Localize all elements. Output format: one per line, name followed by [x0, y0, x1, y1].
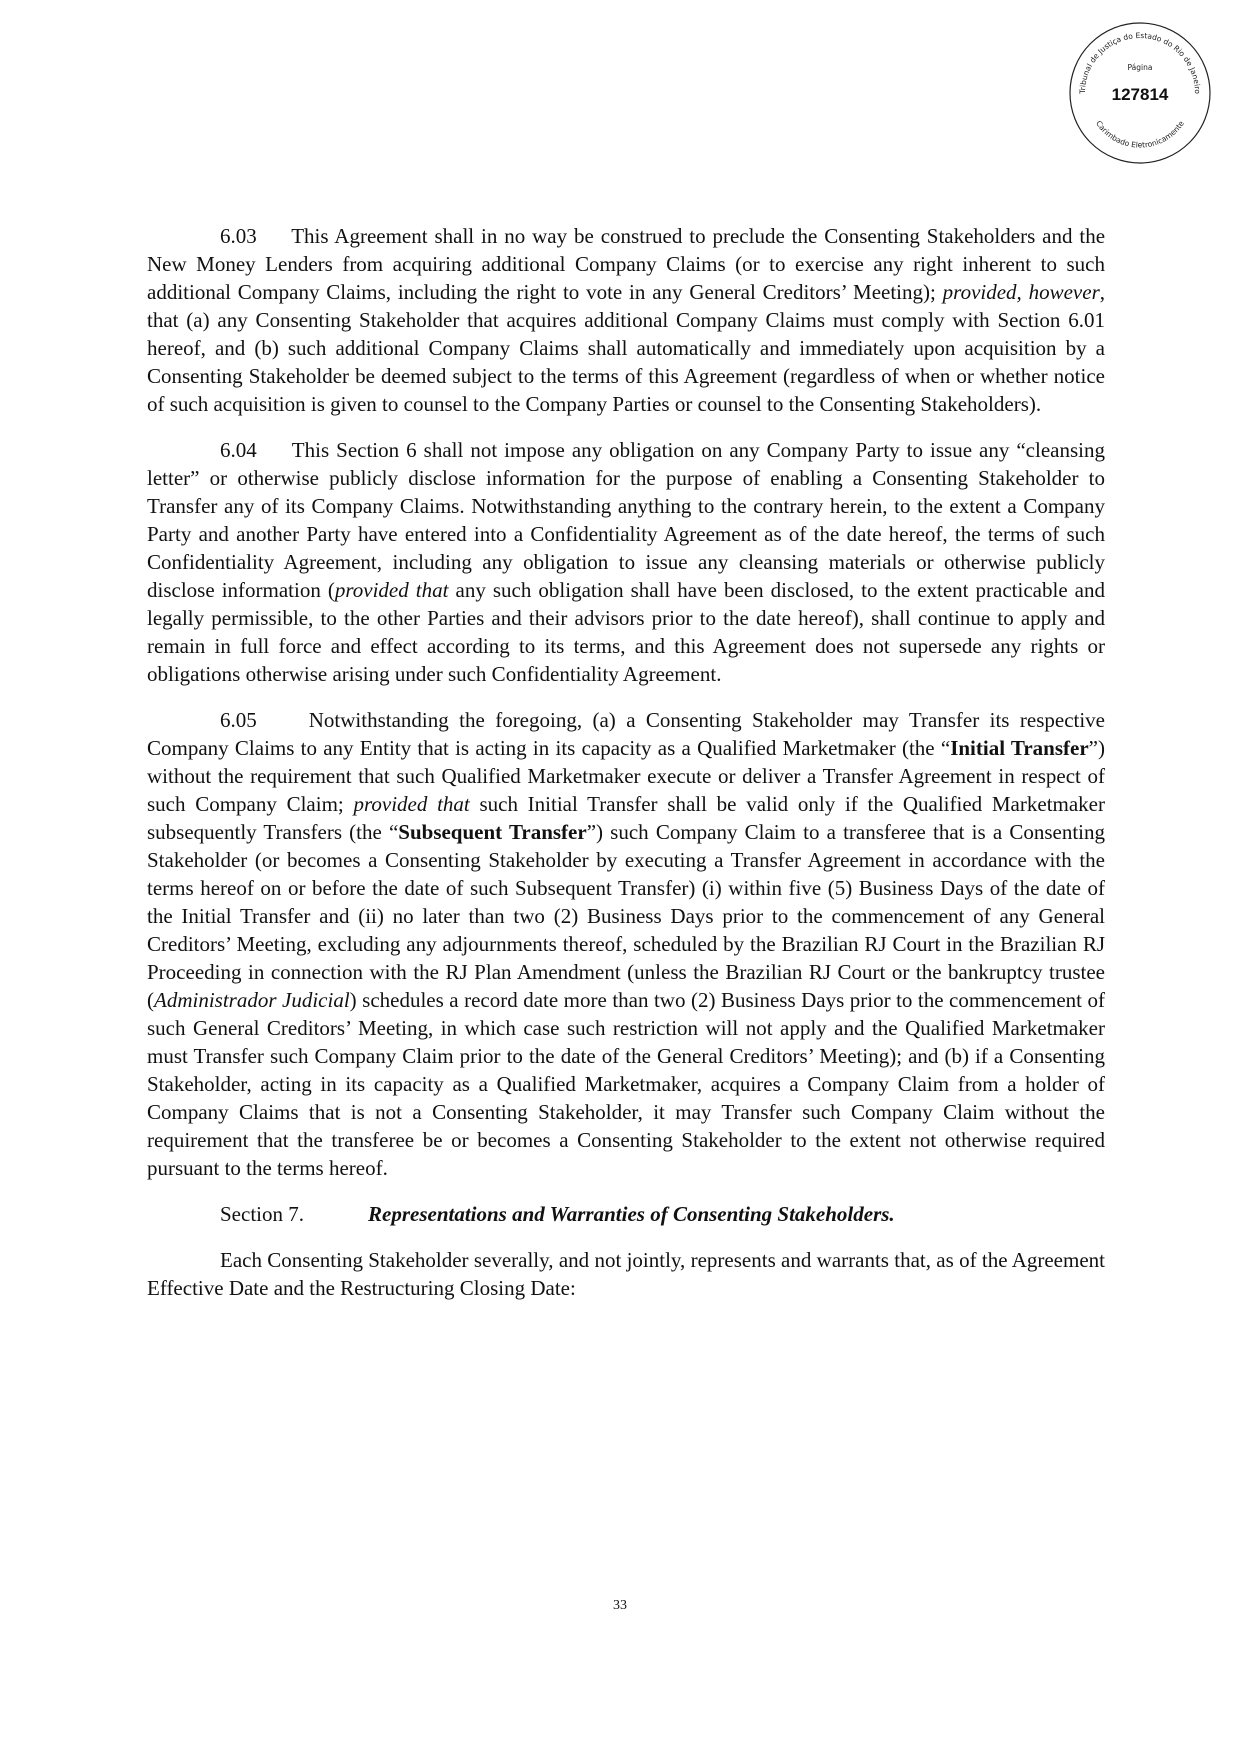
paragraph-number: 6.05 — [220, 708, 257, 732]
defined-term: Subsequent Transfer — [398, 820, 587, 844]
paragraph-number: 6.03 — [220, 224, 257, 248]
section-7-intro: Each Consenting Stakeholder severally, and not jointly, represents and warrants that, as of the Agreement Effective Date and the Restructuring Closing Date: — [147, 1248, 1105, 1300]
page-number: 33 — [613, 1598, 627, 1613]
defined-term: Initial Transfer — [950, 736, 1089, 760]
section-label: Section 7. — [220, 1202, 304, 1226]
document-body — [147, 222, 1105, 1320]
court-stamp — [1065, 18, 1215, 168]
paragraph-6-04: 6.04 This Section 6 shall not impose any obligation on any Company Party to issue any “cleansing letter” or otherwise publicly disclose information for the purpose of enabling a Consenting Stakeholder to Transfer any of its Company Claims. Notwithstanding anything to the contrary herein, to the extent a Company Party and another Party have entered into a Confidentiality Agreement as of the date hereof, the terms of such Confidentiality Agreement, including any obligation to issue any cleansing materials or otherwise publicly disclose information (provided that any such obligation shall have been disclosed, to the extent practicable and legally permissible, to the other Parties and their advisors prior to the date hereof), shall continue to apply and remain in full force and effect according to its terms, and this Agreement does not supersede any rights or obligations otherwise arising under such Confidentiality Agreement. — [147, 438, 1106, 686]
section-title: Representations and Warranties of Consenting Stakeholders. — [368, 1202, 895, 1226]
section-7-heading — [220, 1200, 1105, 1228]
paragraph-6-03: 6.03 This Agreement shall in no way be construed to preclude the Consenting Stakeholders and the New Money Lenders from acquiring additional Company Claims (or to exercise any right inherent to such additional Company Claims, including the right to vote in any General Creditors’ Meeting); provided, however, that (a) any Consenting Stakeholder that acquires additional Company Claims must comply with Section 6.01 hereof, and (b) such additional Company Claims shall automatically and immediately upon acquisition by a Consenting Stakeholder be deemed subject to the terms of this Agreement (regardless of when or whether notice of such acquisition is given to counsel to the Company Parties or counsel to the Consenting Stakeholders). — [147, 224, 1106, 416]
paragraph-number: 6.04 — [220, 438, 257, 462]
stamp-page-number: 127814 — [1111, 85, 1169, 104]
paragraph-6-05: 6.05 Notwithstanding the foregoing, (a) a Consenting Stakeholder may Transfer its respective Company Claims to any Entity that is acting in its capacity as a Qualified Marketmaker (the “Initial Transfer”) without the requirement that such Qualified Marketmaker execute or deliver a Transfer Agreement in respect of such Company Claim; provided that such Initial Transfer shall be valid only if the Qualified Marketmaker subsequently Transfers (the “Subsequent Transfer”) such Company Claim to a transferee that is a Consenting Stakeholder (or becomes a Consenting Stakeholder by executing a Transfer Agreement in accordance with the terms hereof on or before the date of such Subsequent Transfer) (i) within five (5) Business Days of the date of the Initial Transfer and (ii) no later than two (2) Business Days prior to the commencement of any General Creditors’ Meeting, excluding any adjournments thereof, scheduled by the Brazilian RJ Court in the Brazilian RJ Proceeding in connection with the RJ Plan Amendment (unless the Brazilian RJ Court or the bankruptcy trustee (Administrador Judicial) schedules a record date more than two (2) Business Days prior to the commencement of such General Creditors’ Meeting, in which case such restriction will not apply and the Qualified Marketmaker must Transfer such Company Claim prior to the date of the General Creditors’ Meeting); and (b) if a Consenting Stakeholder, acting in its capacity as a Qualified Marketmaker, acquires a Company Claim from a holder of Company Claims that is not a Consenting Stakeholder, it may Transfer such Company Claim without the requirement that the transferee be or becomes a Consenting Stakeholder to the extent not otherwise required pursuant to the terms hereof. — [147, 708, 1106, 1180]
stamp-label: Página — [1127, 63, 1153, 72]
stamp-ring-top-text: Tribunal de Justiça do Estado do Rio de Janeiro — [1077, 30, 1203, 94]
stamp-ring-bottom-text: Carimbado Eletronicamente — [1094, 119, 1186, 150]
